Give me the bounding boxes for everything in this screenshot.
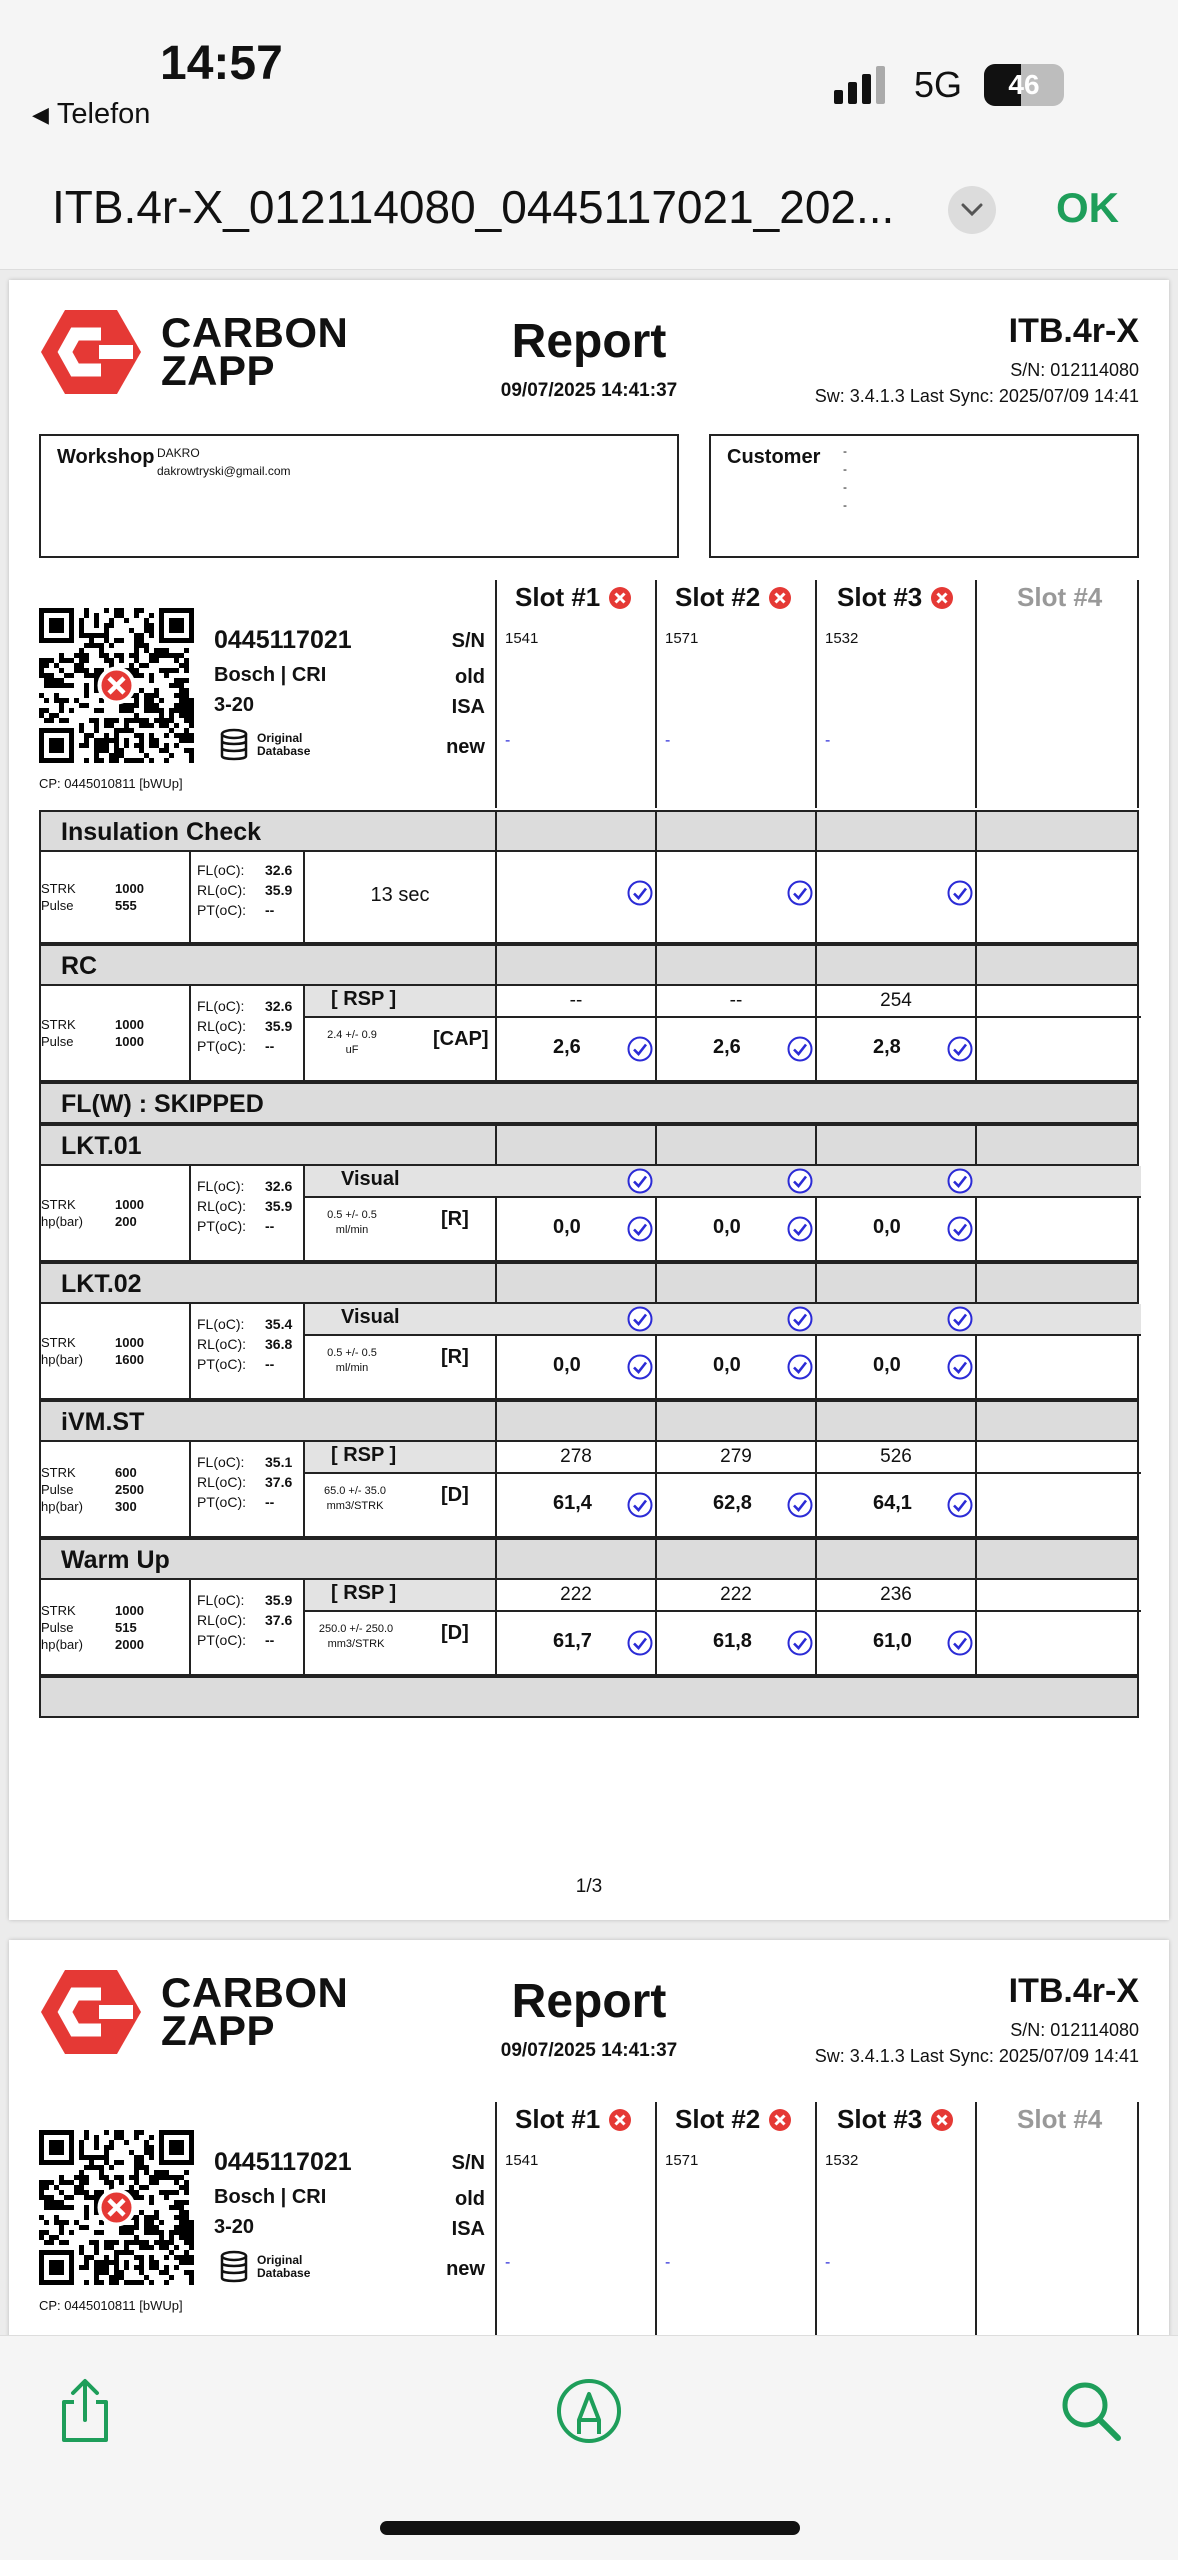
- search-icon[interactable]: [1056, 2376, 1126, 2446]
- pass-check-icon: [947, 1492, 973, 1518]
- logo-line1: CARBON: [161, 309, 349, 356]
- pass-check-icon: [787, 1492, 813, 1518]
- rsp-value: 278: [560, 1446, 592, 1467]
- rsp-label: [ RSP ]: [331, 988, 397, 1010]
- qr-code: [39, 608, 194, 763]
- section-title: iVM.ST: [61, 1408, 145, 1436]
- measured-value: 0,0: [553, 1216, 581, 1238]
- slot-1-new: -: [505, 732, 511, 749]
- tolerance: 0.5 +/- 0.5 ml/min: [327, 1209, 377, 1236]
- device-serial: S/N: 012114080: [1010, 2020, 1139, 2040]
- ok-button[interactable]: OK: [1056, 184, 1119, 231]
- slot-3-new: -: [825, 732, 831, 749]
- isa-label: ISA: [451, 2218, 485, 2240]
- measured-value: 0,0: [713, 1354, 741, 1376]
- unit-label: [D]: [441, 1484, 469, 1506]
- customer-line: -: [843, 498, 847, 512]
- section-title: Insulation Check: [61, 818, 262, 846]
- report-title: Report: [511, 315, 667, 368]
- pass-check-icon: [947, 1168, 973, 1194]
- slot-2-sn: 1571: [665, 630, 699, 647]
- fail-icon: [768, 2108, 792, 2132]
- measured-value: 0,0: [873, 1216, 901, 1238]
- device-serial: S/N: 012114080: [1010, 360, 1139, 380]
- slot-2-header: [675, 582, 792, 613]
- tolerance: 0.5 +/- 0.5 ml/min: [327, 1347, 377, 1374]
- rsp-value: 254: [880, 990, 912, 1011]
- old-label: old: [455, 666, 485, 688]
- temperature-conditions: FL(oC): 32.6 RL(oC): 35.9 PT(oC): --: [197, 862, 293, 918]
- slot-name: Slot #1: [515, 2104, 601, 2134]
- customer-box: [709, 434, 1139, 558]
- measured-value: 0,0: [873, 1354, 901, 1376]
- part-number: 0445117021: [214, 626, 352, 654]
- section-ivm: [39, 1400, 1139, 1442]
- share-icon[interactable]: [50, 2376, 120, 2446]
- slot-name: Slot #2: [675, 2104, 761, 2134]
- database-icon: [219, 728, 249, 762]
- workshop-email: dakrowtryski@gmail.com: [157, 464, 291, 478]
- bottom-toolbar: [0, 2335, 1178, 2560]
- measured-value: 61,0: [873, 1630, 912, 1652]
- customer-line: -: [843, 444, 847, 458]
- original-database: [219, 728, 310, 762]
- report-title: Report: [511, 1975, 667, 2028]
- signal-icon: [834, 64, 885, 104]
- measured-value: 2,6: [713, 1036, 741, 1058]
- slot-1-new: -: [505, 2254, 511, 2271]
- isa-label: ISA: [451, 696, 485, 718]
- slot-3-header: [837, 2104, 954, 2135]
- rsp-label: [ RSP ]: [331, 1582, 397, 1604]
- pass-check-icon: [627, 1306, 653, 1332]
- variant: 3-20: [214, 2216, 255, 2238]
- slot-1-sn: 1541: [505, 630, 539, 647]
- section-insulation: [39, 810, 1139, 852]
- slot-name: Slot #3: [837, 2104, 923, 2134]
- slot-3-new: -: [825, 2254, 831, 2271]
- measured-value: 0,0: [553, 1354, 581, 1376]
- device-model: ITB.4r-X: [1008, 312, 1139, 350]
- measured-value: 62,8: [713, 1492, 752, 1514]
- section-flw: [39, 1082, 1139, 1124]
- report-date: 09/07/2025 14:41:37: [500, 2040, 678, 2061]
- pass-check-icon: [787, 1168, 813, 1194]
- workshop-name: DAKRO: [157, 446, 200, 460]
- sn-label: S/N: [451, 2152, 485, 2174]
- title-menu-button[interactable]: [948, 186, 996, 234]
- device-model: ITB.4r-X: [1008, 1972, 1139, 2010]
- rsp-label: [ RSP ]: [331, 1444, 397, 1466]
- pass-check-icon: [627, 880, 653, 906]
- logo-line2: ZAPP: [161, 2007, 276, 2054]
- pass-check-icon: [787, 880, 813, 906]
- pass-check-icon: [787, 1306, 813, 1332]
- status-time: 14:57: [160, 37, 283, 90]
- slot-2-header: [675, 2104, 792, 2135]
- rsp-value: 222: [560, 1584, 592, 1605]
- rsp-value: 526: [880, 1446, 912, 1467]
- battery-icon: [984, 64, 1064, 106]
- unit-label: [R]: [441, 1208, 469, 1230]
- new-label: new: [446, 2258, 485, 2280]
- pass-check-icon: [787, 1354, 813, 1380]
- measured-value: 61,8: [713, 1630, 752, 1652]
- measured-value: 2,8: [873, 1036, 901, 1058]
- network-type: 5G: [914, 64, 963, 105]
- rc-row: STRK 1000 Pulse 1000 FL(oC): 32.6 RL(oC): 35.9 PT(oC): -- [ RSP ] 2.4 +/- 0.9 uF [CAP] -- -- 254 2,6 2,6 2,8: [39, 986, 1139, 1082]
- slot-name: Slot #3: [837, 582, 923, 612]
- pass-check-icon: [947, 1630, 973, 1656]
- markup-icon[interactable]: [554, 2376, 624, 2446]
- insulation-duration: 13 sec: [370, 884, 430, 906]
- insulation-row: [39, 852, 1139, 944]
- customer-line: -: [843, 480, 847, 494]
- back-app-label: Telefon: [56, 98, 151, 130]
- rsp-value: --: [729, 990, 743, 1011]
- section-title: LKT.02: [61, 1270, 142, 1298]
- pass-check-icon: [627, 1630, 653, 1656]
- section-warmup: [39, 1538, 1139, 1580]
- fail-icon: [608, 586, 632, 610]
- pass-check-icon: [627, 1492, 653, 1518]
- pass-check-icon: [787, 1630, 813, 1656]
- tolerance: 250.0 +/- 250.0 mm3/STRK: [318, 1623, 394, 1650]
- maker: Bosch | CRI: [214, 664, 327, 686]
- section-footer-bar: [39, 1676, 1139, 1718]
- slot-name: Slot #1: [515, 582, 601, 612]
- chevron-down-icon: [961, 203, 983, 217]
- rsp-value: --: [569, 990, 583, 1011]
- part-number: 0445117021: [214, 2148, 352, 2176]
- db-label: Database: [257, 744, 311, 758]
- pass-check-icon: [787, 1216, 813, 1242]
- pass-check-icon: [947, 1354, 973, 1380]
- battery-level: 46: [1008, 69, 1040, 100]
- db-label: Original: [257, 731, 303, 745]
- section-title: RC: [61, 952, 98, 980]
- warmup-row: STRK 1000 Pulse 515 hp(bar) 2000 FL(oC): 35.9 RL(oC): 37.6 PT(oC): -- [ RSP ] 250.0 +/- 250.0 mm3/STRK [D] 222 222 236 61,7 61,8 61,0: [39, 1580, 1139, 1676]
- pass-check-icon: [947, 1216, 973, 1242]
- back-to-app-link[interactable]: [32, 98, 150, 131]
- unit-label: [D]: [441, 1622, 469, 1644]
- unit-label: [R]: [441, 1346, 469, 1368]
- section-title: Warm Up: [61, 1546, 170, 1574]
- sn-label: S/N: [451, 630, 485, 652]
- slot-3-sn: 1532: [825, 2152, 859, 2169]
- rsp-value: 279: [720, 1446, 752, 1467]
- db-label: Database: [257, 2266, 311, 2280]
- document-title[interactable]: ITB.4r-X_012114080_0445117021_202...: [52, 181, 895, 233]
- rsp-value: 222: [720, 1584, 752, 1605]
- software-version: Sw: 3.4.1.3 Last Sync: 2025/07/09 14:41: [814, 386, 1139, 406]
- visual-label: Visual: [341, 1306, 400, 1328]
- logo-line1: CARBON: [161, 1969, 349, 2016]
- lkt02-row: STRK 1000 hp(bar) 1600 FL(oC): 35.4 RL(oC): 36.8 PT(oC): -- Visual 0.5 +/- 0.5 ml/min [R] 0,0 0,0 0,0: [39, 1304, 1139, 1400]
- title-bar: [0, 150, 1178, 270]
- report-page-1: [9, 280, 1169, 1920]
- cp-number: CP: 0445010811 [bWUp]: [39, 2298, 183, 2313]
- qr-code: [39, 2130, 194, 2285]
- fail-icon: [930, 586, 954, 610]
- customer-line: -: [843, 462, 847, 476]
- slot-1-header: [515, 582, 632, 613]
- slot-3-header: [837, 582, 954, 613]
- pass-check-icon: [627, 1354, 653, 1380]
- fail-icon: [768, 586, 792, 610]
- db-label: Original: [257, 2253, 303, 2267]
- report-date: 09/07/2025 14:41:37: [500, 380, 678, 401]
- slot-4-header: Slot #4: [1017, 2104, 1103, 2134]
- slot-3-sn: 1532: [825, 630, 859, 647]
- slot-2-new: -: [665, 2254, 671, 2271]
- workshop-box: [39, 434, 679, 558]
- ivm-row: STRK 600 Pulse 2500 hp(bar) 300 FL(oC): 35.1 RL(oC): 37.6 PT(oC): -- [ RSP ] 65.0 +/- 35.0 mm3/STRK [D] 278 279 526 61,4 62,8 64,1: [39, 1442, 1139, 1538]
- old-label: old: [455, 2188, 485, 2210]
- home-indicator[interactable]: [380, 2521, 800, 2535]
- customer-label: Customer: [727, 446, 821, 468]
- tolerance: 2.4 +/- 0.9 uF: [327, 1029, 377, 1056]
- slot-2-sn: 1571: [665, 2152, 699, 2169]
- maker: Bosch | CRI: [214, 2186, 327, 2208]
- slot-1-sn: 1541: [505, 2152, 539, 2169]
- measured-value: 2,6: [553, 1036, 581, 1058]
- variant: 3-20: [214, 694, 255, 716]
- unit-label: [CAP]: [433, 1028, 489, 1050]
- section-lkt02: [39, 1262, 1139, 1304]
- section-title: FL(W) : SKIPPED: [61, 1090, 264, 1118]
- measured-value: 61,4: [553, 1492, 592, 1514]
- pass-check-icon: [947, 1036, 973, 1062]
- test-params: STRK 1000 Pulse 555: [41, 881, 144, 913]
- workshop-label: Workshop: [57, 446, 155, 468]
- section-lkt01: [39, 1124, 1139, 1166]
- measured-value: 61,7: [553, 1630, 592, 1652]
- pass-check-icon: [627, 1036, 653, 1062]
- slot-name: Slot #2: [675, 582, 761, 612]
- fail-icon: [608, 2108, 632, 2132]
- pass-check-icon: [627, 1168, 653, 1194]
- original-database: [219, 2250, 310, 2284]
- tolerance: 65.0 +/- 35.0 mm3/STRK: [323, 1485, 387, 1512]
- fail-icon: [930, 2108, 954, 2132]
- slot-2-new: -: [665, 732, 671, 749]
- measured-value: 0,0: [713, 1216, 741, 1238]
- pass-check-icon: [627, 1216, 653, 1242]
- page-number: 1/3: [575, 1876, 603, 1897]
- database-icon: [219, 2250, 249, 2284]
- pass-check-icon: [947, 1306, 973, 1332]
- section-title: LKT.01: [61, 1132, 142, 1160]
- pass-check-icon: [787, 1036, 813, 1062]
- back-arrow-icon: ◀: [32, 101, 49, 127]
- rsp-value: 236: [880, 1584, 912, 1605]
- status-bar: [0, 0, 1178, 150]
- section-rc: [39, 944, 1139, 986]
- lkt01-row: STRK 1000 hp(bar) 200 FL(oC): 32.6 RL(oC): 35.9 PT(oC): -- Visual 0.5 +/- 0.5 ml/min [R] 0,0 0,0 0,0: [39, 1166, 1139, 1262]
- report-page-2: [9, 1940, 1169, 2340]
- slot-1-header: [515, 2104, 632, 2135]
- software-version: Sw: 3.4.1.3 Last Sync: 2025/07/09 14:41: [814, 2046, 1139, 2066]
- slot-4-header: Slot #4: [1017, 582, 1103, 612]
- pass-check-icon: [947, 880, 973, 906]
- visual-label: Visual: [341, 1168, 400, 1190]
- measured-value: 64,1: [873, 1492, 912, 1514]
- logo-line2: ZAPP: [161, 347, 276, 394]
- new-label: new: [446, 736, 485, 758]
- cp-number: CP: 0445010811 [bWUp]: [39, 776, 183, 791]
